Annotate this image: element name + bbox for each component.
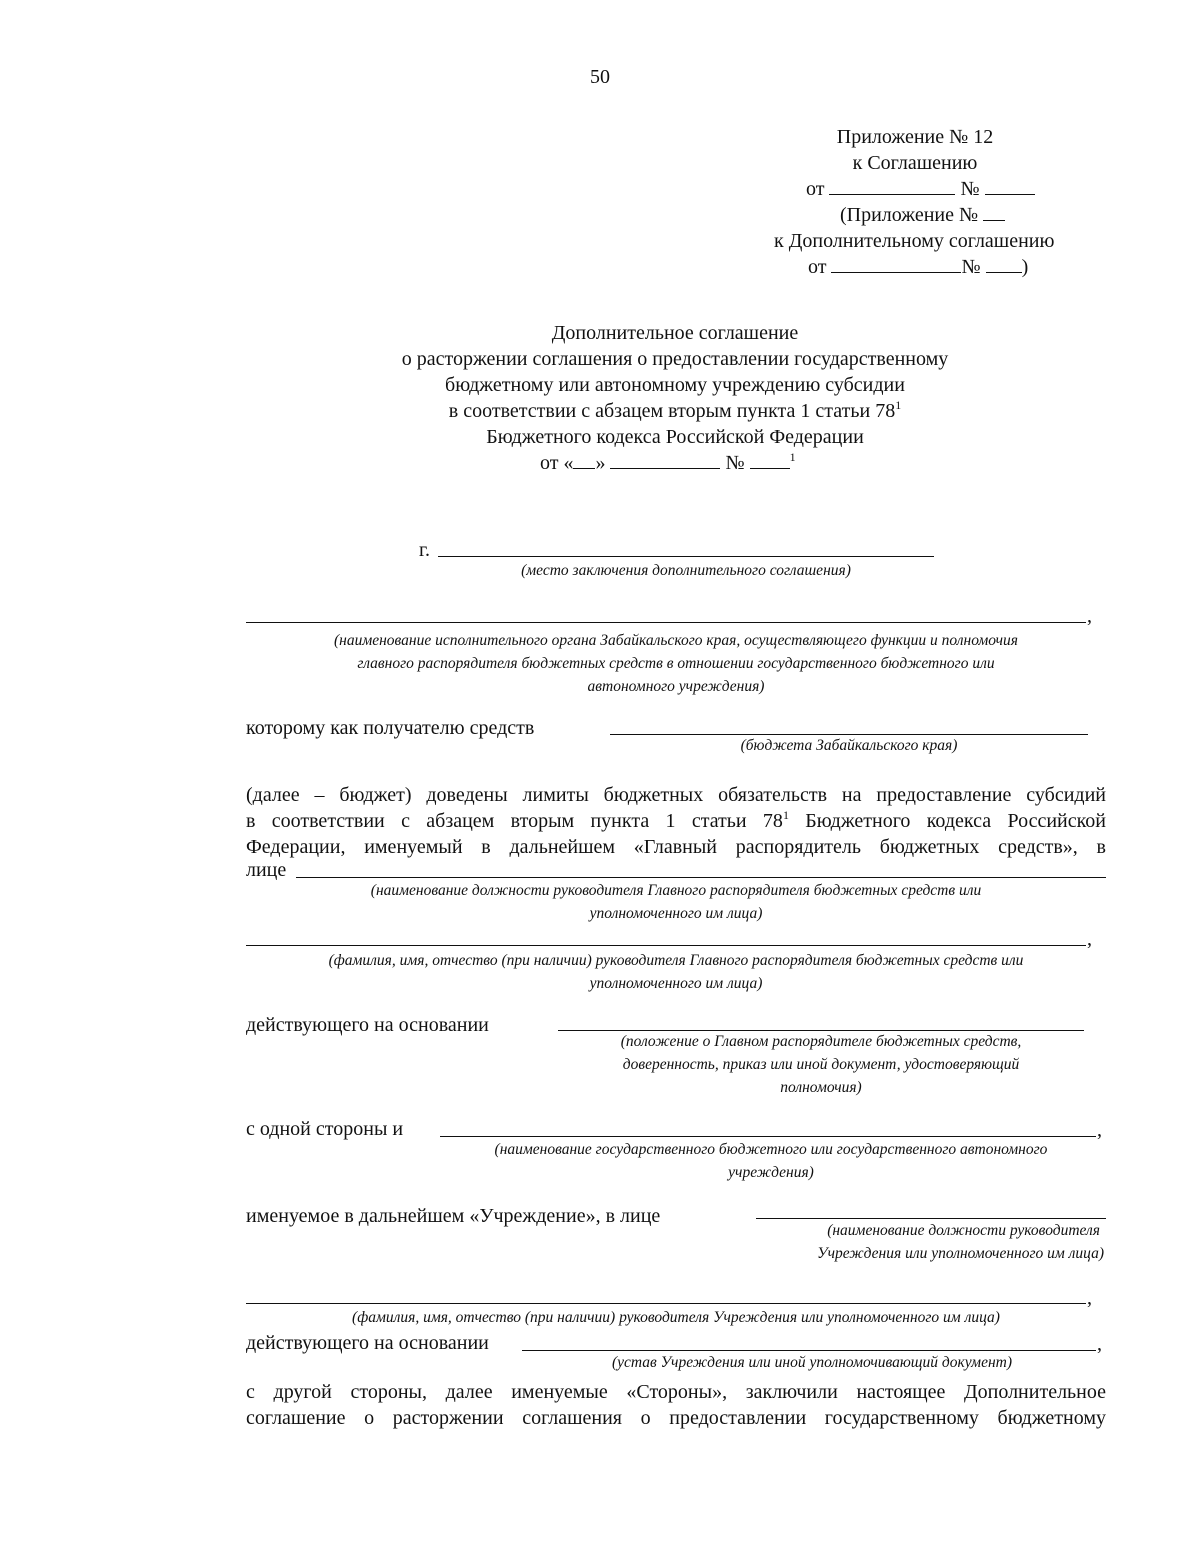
recipient-caption: (бюджета Забайкальского края) <box>740 737 958 754</box>
page-number: 50 <box>590 66 610 88</box>
appendix-date-field <box>829 178 955 195</box>
appendix-from-label: от <box>806 178 825 200</box>
title-line-1: Дополнительное соглашение <box>551 322 799 344</box>
organ-caption-2: главного распорядителя бюджетных средств в отношении государственного бюджетного или <box>357 655 995 672</box>
institution-label: именуемое в дальнейшем «Учреждение», в лице <box>246 1205 661 1227</box>
para1-line-2 <box>246 808 1106 834</box>
party-field <box>440 1136 1096 1137</box>
appendix-sub-line <box>840 204 1005 227</box>
para1-footnote-mark: 1 <box>782 808 789 822</box>
organ-comma: , <box>1087 605 1092 627</box>
para1-line-1: (далее – бюджет) доведены лимиты бюджетных обязательств на предоставление субсидий <box>246 784 1106 806</box>
appendix-date-line <box>806 178 1035 201</box>
title-line-3: бюджетному или автономному учреждению субсидии <box>445 374 905 396</box>
appendix-number-field <box>985 178 1035 195</box>
head-position-caption-2: уполномоченного им лица) <box>589 905 763 922</box>
title-line-4 <box>300 400 1050 423</box>
head-position-caption-1: (наименование должности руководителя Главного распорядителя бюджетных средств или <box>370 882 982 899</box>
basis1-caption-2: доверенность, приказ или иной документ, удостоверяющий <box>622 1056 1020 1073</box>
party-caption-1: (наименование государственного бюджетного или государственного автономного <box>494 1141 1048 1158</box>
inst-head-comma: , <box>1087 1287 1092 1309</box>
institution-caption-2: Учреждения или уполномоченного им лица) <box>817 1245 1104 1262</box>
appendix-sub-label: (Приложение № <box>840 204 979 226</box>
place-prefix: г. <box>419 539 430 561</box>
head-name-comma: , <box>1087 928 1092 950</box>
organ-name-field <box>246 622 1086 623</box>
appendix-sub-number-field <box>983 204 1005 221</box>
appendix-additional-date-field <box>831 256 961 273</box>
para1-line-2b: Бюджетного кодекса Российской <box>788 810 1107 832</box>
appendix-additional-number-field <box>986 256 1022 273</box>
basis1-caption-1: (положение о Главном распорядителе бюджетных средств, <box>620 1033 1022 1050</box>
title-date-footnote-mark: 1 <box>789 450 796 464</box>
title-line-5: Бюджетного кодекса Российской Федерации <box>486 426 864 448</box>
title-day-field <box>573 452 595 469</box>
title-date-close: » <box>595 452 606 474</box>
recipient-label: которому как получателю средств <box>246 717 535 739</box>
appendix-agreement-ref: к Соглашению <box>852 152 978 174</box>
title-no-label: № <box>725 452 745 474</box>
appendix-additional-date-line <box>808 256 1028 279</box>
inst-head-caption: (фамилия, имя, отчество (при наличии) руководителя Учреждения или уполномоченного им лица) <box>352 1309 1000 1326</box>
basis2-field <box>522 1350 1096 1351</box>
institution-caption-1: (наименование должности руководителя <box>827 1222 1100 1239</box>
recipient-field <box>610 734 1088 735</box>
appendix-additional-ref: к Дополнительному соглашению <box>774 230 1055 252</box>
head-name-caption-2: уполномоченного им лица) <box>589 975 763 992</box>
appendix-close-paren: ) <box>1021 256 1029 278</box>
party-label: с одной стороны и <box>246 1118 404 1140</box>
title-month-field <box>610 452 720 469</box>
basis1-caption-3: полномочия) <box>780 1079 862 1096</box>
head-name-field <box>246 945 1086 946</box>
title-line-2: о расторжении соглашения о предоставлении государственному <box>401 348 949 370</box>
head-name-caption-1: (фамилия, имя, отчество (при наличии) руководителя Главного распорядителя бюджетных средств или <box>328 952 1024 969</box>
para1-line-4: лице <box>246 859 287 881</box>
para1-line-2a: в соответствии с абзацем вторым пункта 1 статьи 78 <box>246 810 783 832</box>
title-line-4-text: в соответствии с абзацем вторым пункта 1 статьи 78 <box>448 400 896 422</box>
para2-line-2: соглашение о расторжении соглашения о предоставлении государственному бюджетному <box>246 1407 1106 1429</box>
party-comma: , <box>1097 1119 1102 1141</box>
para2-line-1: с другой стороны, далее именуемые «Стороны», заключили настоящее Дополнительное <box>246 1381 1106 1403</box>
basis2-caption: (устав Учреждения или иной уполномочивающий документ) <box>611 1354 1013 1371</box>
appendix-from-label-2: от <box>808 256 827 278</box>
para1-line-3: Федерации, именуемый в дальнейшем «Главный распорядитель бюджетных средств», в <box>246 836 1106 858</box>
appendix-no-label: № <box>960 178 980 200</box>
title-number-field <box>750 452 790 469</box>
place-field <box>438 556 934 557</box>
basis1-label: действующего на основании <box>246 1014 489 1036</box>
appendix-number: Приложение № 12 <box>836 126 994 148</box>
basis2-label: действующего на основании <box>246 1332 489 1354</box>
title-date-line <box>540 452 796 475</box>
appendix-no-label-2: № <box>961 256 981 278</box>
title-date-open: от « <box>540 452 574 474</box>
inst-head-field <box>246 1303 1086 1304</box>
basis1-field <box>558 1030 1084 1031</box>
institution-position-field <box>756 1218 1106 1219</box>
place-caption: (место заключения дополнительного соглашения) <box>521 562 851 579</box>
organ-caption-1: (наименование исполнительного органа Забайкальского края, осуществляющего функции и полномочия <box>334 632 1018 649</box>
party-caption-2: учреждения) <box>728 1164 814 1181</box>
title-footnote-mark: 1 <box>895 398 902 412</box>
basis2-comma: , <box>1097 1333 1102 1355</box>
organ-caption-3: автономного учреждения) <box>587 678 765 695</box>
head-position-field <box>296 877 1106 878</box>
